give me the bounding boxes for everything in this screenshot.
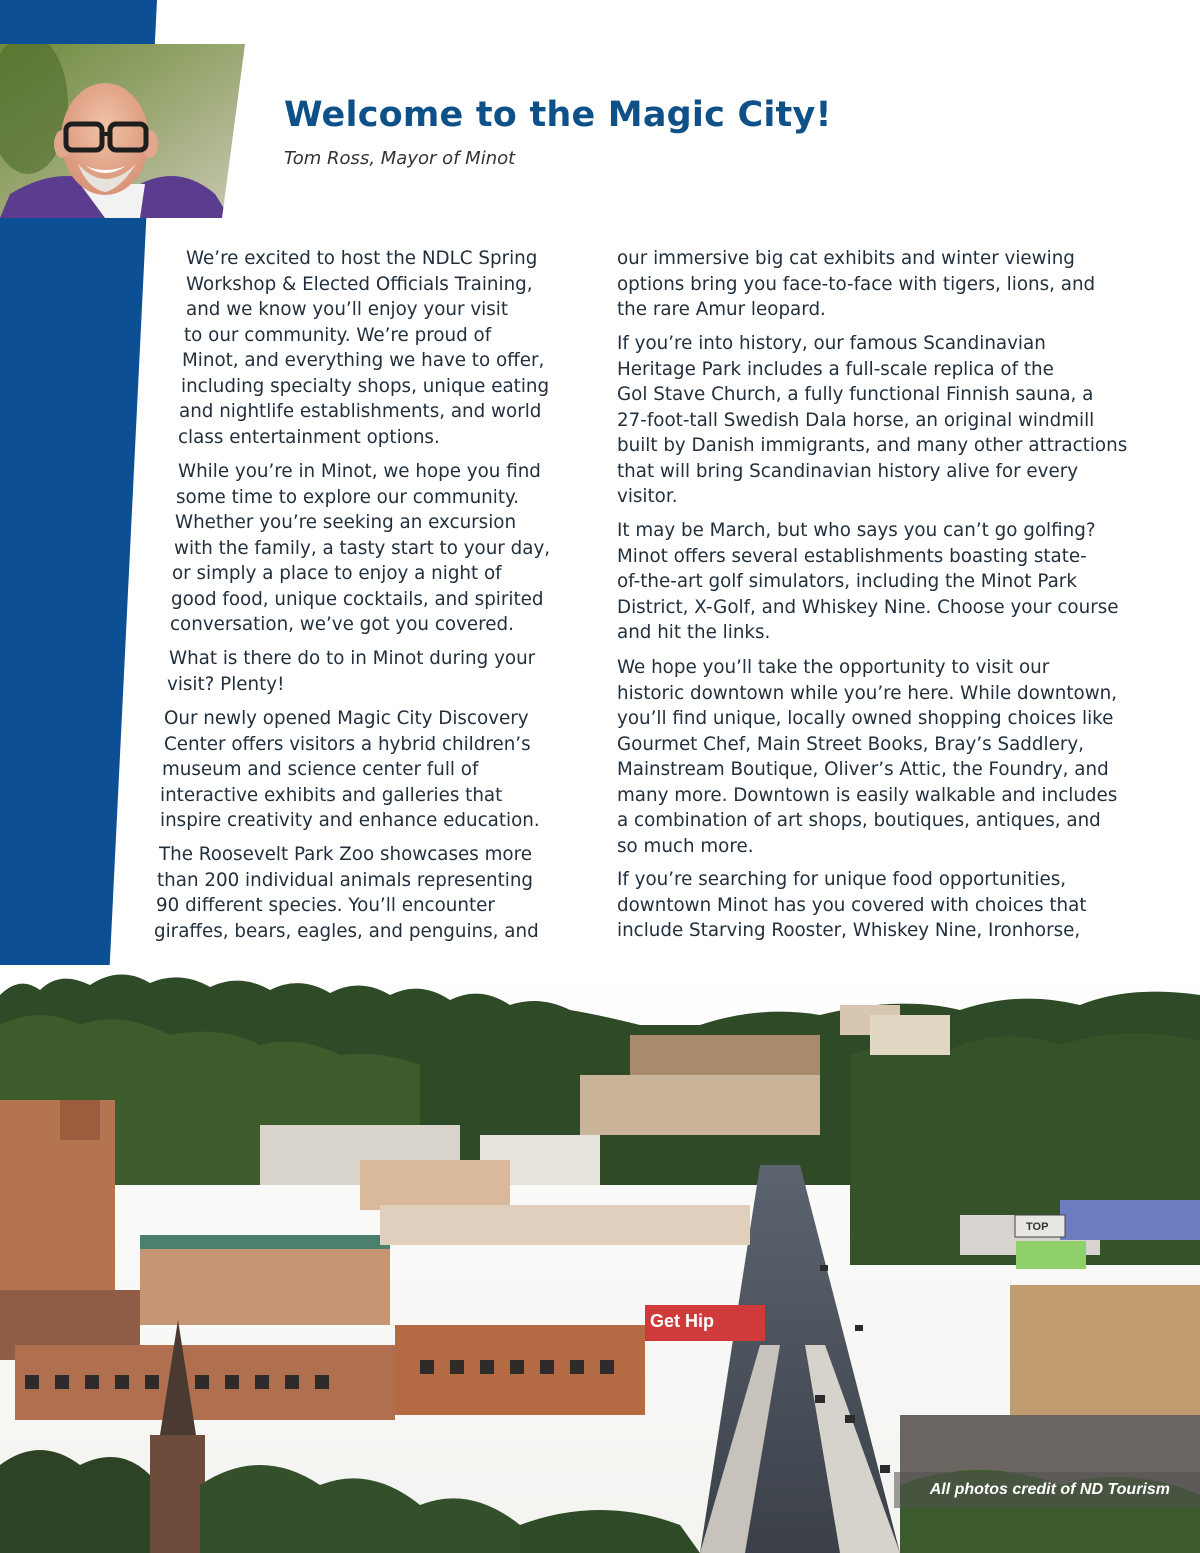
paragraph-downtown [617, 655, 1117, 859]
paragraph-golf [617, 518, 1118, 646]
text-line: and nightlife establishments, and world [179, 401, 542, 422]
text-line: Minot offers several establishments boasting state- [617, 545, 1087, 567]
paragraph-plenty [169, 646, 535, 697]
text-line: Minot, and everything we have to offer, [182, 350, 545, 371]
text-line: that will bring Scandinavian history alive for every [617, 460, 1079, 482]
text-line: Gourmet Chef, Main Street Books, Bray’s Saddlery, [617, 733, 1084, 755]
text-line: Gol Stave Church, a fully functional Finnish sauna, a [617, 384, 1094, 405]
text-line: 90 different species. You’ll encounter [156, 895, 495, 916]
minot-cityscape-photo [0, 965, 1200, 1553]
text-line: Center offers visitors a hybrid children’s [164, 733, 531, 755]
paragraph-explore [170, 459, 551, 638]
page-title: Welcome to the Magic City! [284, 95, 832, 135]
text-line: historic downtown while you’re here. While downtown, [617, 682, 1118, 704]
text-line: of-the-art golf simulators, including the Minot Park [617, 571, 1077, 592]
text-line: The Roosevelt Park Zoo showcases more [159, 844, 532, 865]
text-line: If you’re into history, our famous Scandinavian [617, 333, 1046, 354]
text-line: our immersive big cat exhibits and winter viewing [617, 248, 1075, 269]
text-line: What is there do to in Minot during your [169, 648, 536, 669]
text-line: While you’re in Minot, we hope you find [178, 461, 541, 482]
mayor-portrait [0, 44, 245, 218]
paragraph-discovery-center [160, 706, 540, 834]
text-line: include Starving Rooster, Whiskey Nine, Ironhorse, [617, 920, 1081, 941]
paragraph-food [617, 867, 1087, 944]
text-line: than 200 individual animals representing [157, 869, 534, 891]
text-line: We hope you’ll take the opportunity to visit our [617, 657, 1050, 678]
text-line: giraffes, bears, eagles, and penguins, and [154, 920, 539, 942]
top-sign-text: TOP [1026, 1221, 1049, 1233]
text-line: inspire creativity and enhance education. [160, 810, 540, 831]
paragraph-welcome [178, 246, 550, 450]
text-line: Whether you’re seeking an excursion [175, 512, 517, 533]
text-line: and we know you’ll enjoy your visit [186, 299, 509, 320]
text-line: with the family, a tasty start to your day, [174, 537, 551, 559]
text-line: built by Danish immigrants, and many other attractions [617, 435, 1128, 456]
text-line: Our newly opened Magic City Discovery [164, 708, 529, 729]
text-line: downtown Minot has you covered with choices that [617, 894, 1087, 916]
billboard-text: Get Hip [650, 1311, 715, 1331]
text-line: options bring you face-to-face with tigers, lions, and [617, 273, 1096, 295]
text-line: We’re excited to host the NDLC Spring [186, 248, 538, 269]
paragraph-zoo [154, 842, 539, 944]
text-line: a combination of art shops, boutiques, antiques, and [617, 810, 1101, 831]
text-line: It may be March, but who says you can’t go golfing? [617, 520, 1096, 541]
text-line: Mainstream Boutique, Oliver’s Attic, the Foundry, and [617, 759, 1109, 780]
text-line: museum and science center full of [162, 759, 479, 780]
author-byline: Tom Ross, Mayor of Minot [284, 148, 516, 169]
text-line: Heritage Park includes a full-scale replica of the [617, 358, 1054, 380]
photo-credit: All photos credit of ND Tourism [894, 1472, 1200, 1508]
text-line: interactive exhibits and galleries that [160, 784, 503, 806]
text-line: class entertainment options. [178, 426, 440, 448]
text-line: to our community. We’re proud of [184, 324, 492, 346]
text-line: District, X-Golf, and Whiskey Nine. Choose your course [617, 596, 1119, 618]
text-line: the rare Amur leopard. [617, 299, 826, 320]
text-line: you’ll find unique, locally owned shopping choices like [617, 708, 1114, 729]
text-line: visitor. [617, 486, 678, 507]
text-line: some time to explore our community. [176, 486, 520, 508]
text-line: including specialty shops, unique eating [181, 375, 550, 397]
paragraph-big-cats [617, 246, 1095, 323]
text-line: many more. Downtown is easily walkable and includes [617, 784, 1118, 806]
text-line: so much more. [617, 835, 754, 857]
text-line: and hit the links. [617, 622, 771, 643]
text-line: or simply a place to enjoy a night of [172, 563, 502, 584]
text-line: Workshop & Elected Officials Training, [186, 273, 533, 295]
text-line: good food, unique cocktails, and spirited [171, 588, 544, 610]
text-line: If you’re searching for unique food opportunities, [617, 869, 1067, 890]
text-line: conversation, we’ve got you covered. [170, 614, 514, 635]
paragraph-heritage-park [617, 331, 1127, 510]
text-line: 27-foot-tall Swedish Dala horse, an original windmill [617, 409, 1095, 431]
text-line: visit? Plenty! [167, 673, 285, 695]
